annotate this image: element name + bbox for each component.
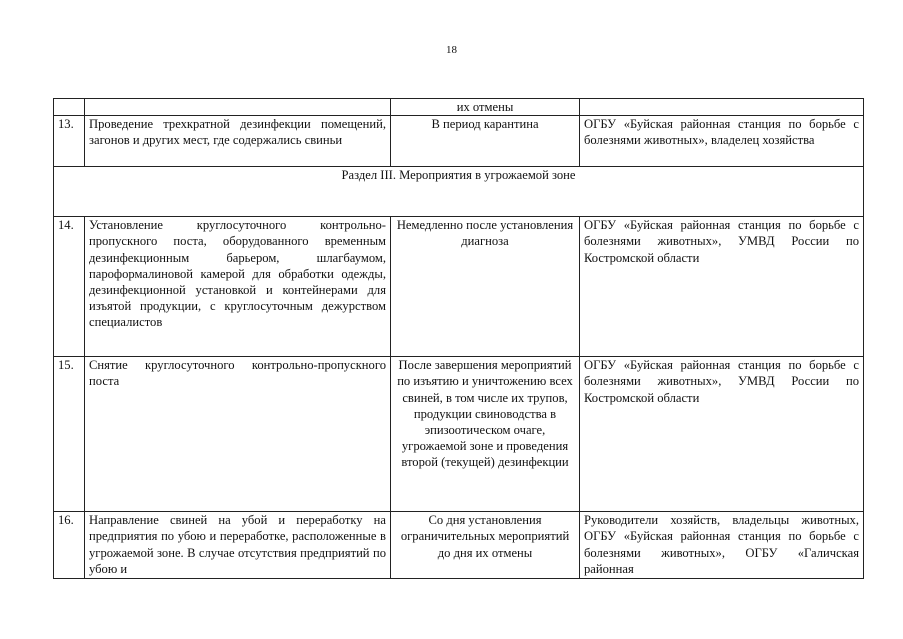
row-period: В период карантина bbox=[391, 116, 580, 167]
page-number: 18 bbox=[446, 44, 457, 56]
measures-table bbox=[53, 98, 864, 579]
table-row bbox=[54, 512, 864, 579]
table-row bbox=[54, 99, 864, 116]
table-row bbox=[54, 357, 864, 512]
row-action-text: Направление свиней на убой и переработку на предприятия по убою и переработке, расположенные в угрожаемой зоне. В случае отсутствия предприятий по убою и bbox=[89, 513, 386, 576]
section-row bbox=[54, 167, 864, 217]
row-number bbox=[54, 99, 85, 116]
row-period: их отмены bbox=[391, 99, 580, 116]
row-action bbox=[85, 512, 391, 579]
section-title: Раздел III. Мероприятия в угрожаемой зоне bbox=[54, 167, 864, 217]
row-responsible-text: Руководители хозяйств, владельцы животных, ОГБУ «Буйская районная станция по борьбе с болезнями животных», ОГБУ «Галичская районная bbox=[584, 513, 859, 576]
row-action: Проведение трехкратной дезинфекции помещений, загонов и других мест, где содержались свиньи bbox=[85, 116, 391, 167]
row-action: Снятие круглосуточного контрольно-пропускного поста bbox=[85, 357, 391, 512]
row-number bbox=[54, 512, 85, 579]
row-responsible: ОГБУ «Буйская районная станция по борьбе с болезнями животных», УМВД России по Костромской области bbox=[580, 217, 864, 357]
row-action: Установление круглосуточного контрольно-пропускного поста, оборудованного временным дезинфекционным барьером, шлагбаумом, пароформалиновой камерой для обработки одежды, дезинфекционной установкой и контейнерами для изъятой продукции, с круглосуточным дежурством специалистов bbox=[85, 217, 391, 357]
row-period: После завершения мероприятий по изъятию и уничтожению всех свиней, в том числе их трупов, продукции свиноводства в эпизоотическом очаге, угрожаемой зоне и проведения второй (текущей) дезинфекции bbox=[391, 357, 580, 512]
row-period: Немедленно после установления диагноза bbox=[391, 217, 580, 357]
row-responsible: ОГБУ «Буйская районная станция по борьбе с болезнями животных», УМВД России по Костромской области bbox=[580, 357, 864, 512]
row-period-text: Со дня установления ограничительных мероприятий до дня их отмены bbox=[400, 513, 570, 560]
row-responsible: ОГБУ «Буйская районная станция по борьбе с болезнями животных», владелец хозяйства bbox=[580, 116, 864, 167]
row-action bbox=[85, 99, 391, 116]
table-row bbox=[54, 217, 864, 357]
row-responsible bbox=[580, 512, 864, 579]
row-number: 15. bbox=[54, 357, 85, 512]
table-row bbox=[54, 116, 864, 167]
row-number-text: 16. bbox=[58, 513, 74, 528]
row-number: 13. bbox=[54, 116, 85, 167]
row-responsible bbox=[580, 99, 864, 116]
row-number: 14. bbox=[54, 217, 85, 357]
row-period bbox=[391, 512, 580, 579]
